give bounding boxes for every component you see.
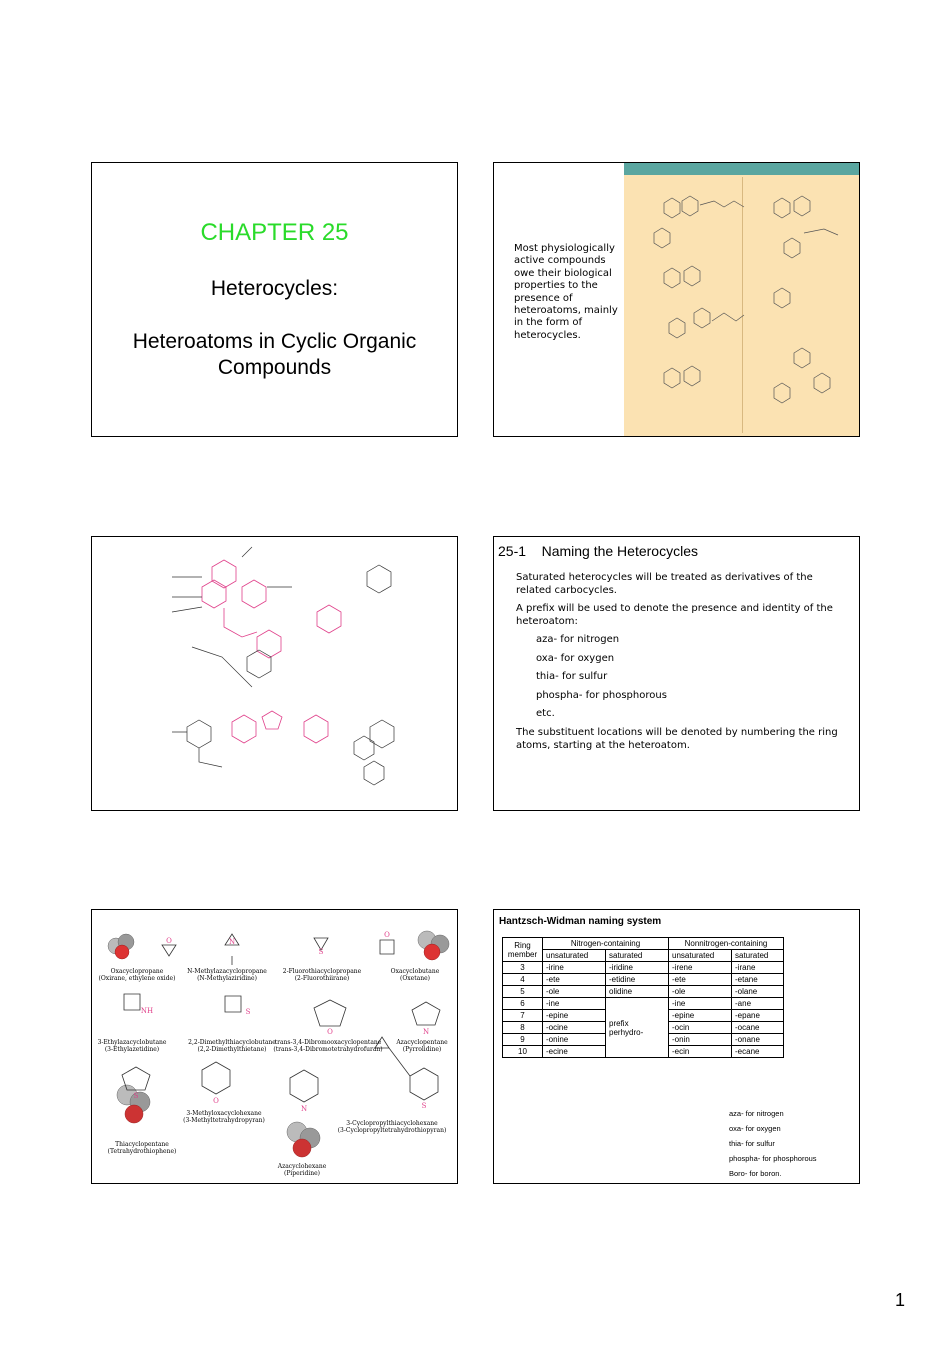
label-thiolane: Thiacyclopentane: [115, 1141, 169, 1148]
label-oxirane: Oxacyclopropane: [110, 968, 164, 975]
svg-text:(2-Fluorothiirane): (2-Fluorothiirane): [294, 975, 350, 982]
table-row: 4 -ete -etidine -ete -etane: [503, 974, 784, 986]
table-title: Hantzsch-Widman naming system: [499, 916, 662, 927]
svg-text:S: S: [318, 948, 324, 956]
svg-text:(2,2-Dimethylthietane): (2,2-Dimethylthietane): [197, 1046, 267, 1053]
chapter-subtitle-2: Heteroatoms in Cyclic Organic Compounds: [132, 330, 417, 379]
section-heading: 25-1 Naming the Heterocycles: [498, 543, 698, 559]
table-row: 6 -ine prefix perhydro- -ine -ane: [503, 998, 784, 1010]
label-piperidine: Azacyclohexane: [277, 1163, 327, 1170]
naming-table: Ring member Nitrogen-containing Nonnitrogen-containing unsaturated saturated unsaturated saturated 3 -irine -iridine -irene -irane 4 -ete -etidine -ete -etane 5 -ole olidine -ole -olane 6 -ine prefix perhydro- -ine -ane 7 -epine -epine -epane 8 -ocine -ocin -ocane 9 -onine -onin -onane 10 -ecine -ecin -ecane: [502, 937, 784, 1058]
slide-examples: [91, 909, 458, 1184]
naming-body: [516, 571, 851, 757]
svg-text:N: N: [228, 938, 236, 946]
paragraph: Saturated heterocycles will be treated as derivatives of the related carbocycles.: [516, 572, 813, 596]
svg-text:S: S: [421, 1102, 427, 1110]
drug-structures-figure: [624, 163, 860, 437]
svg-text:O: O: [384, 931, 390, 939]
label-aziridine: N-Methylazacyclopropane: [187, 968, 267, 975]
label-pyrrolidine: Azacyclopentane: [396, 1039, 448, 1046]
svg-text:(Pyrrolidine): (Pyrrolidine): [402, 1046, 442, 1053]
label-tetrahydropyran: 3-Methyloxacyclohexane: [186, 1110, 262, 1117]
molecule-model-thiolane: [117, 1085, 150, 1123]
svg-text:(Piperidine): (Piperidine): [284, 1170, 320, 1177]
svg-text:S: S: [245, 1008, 251, 1016]
svg-text:O: O: [213, 1097, 219, 1105]
table-row: 7 -epine -epine -epane: [503, 1010, 784, 1022]
svg-text:(Tetrahydrothiophene): (Tetrahydrothiophene): [107, 1148, 177, 1155]
list-item: aza- for nitrogen: [729, 1109, 784, 1118]
slide-drugs: [493, 162, 860, 437]
paragraph: The substituent locations will be denoted by numbering the ring atoms, starting at the heteroatom.: [516, 726, 838, 751]
heterocycle-examples-figure: [92, 910, 458, 1184]
list-item: thia- for sulfur: [729, 1139, 775, 1148]
svg-text:N: N: [422, 1028, 430, 1036]
list-item: etc.: [536, 708, 555, 719]
molecule-model-piperidine: [287, 1122, 320, 1157]
label-thiirane: 2-Fluorothiacyclopropane: [282, 968, 362, 975]
paragraph: A prefix will be used to denote the presence and identity of the heteroatom:: [516, 603, 833, 627]
header-nonnitrogen: Nonnitrogen-containing: [669, 938, 784, 950]
molecule-model-oxetane: [418, 931, 449, 960]
svg-text:(N-Methylaziridine): (N-Methylaziridine): [197, 975, 257, 982]
molecule-model-oxirane: [108, 934, 134, 959]
svg-text:S: S: [133, 1092, 139, 1100]
header-nitrogen: Nitrogen-containing: [543, 938, 669, 950]
table-row: 9 -onine -onin -onane: [503, 1034, 784, 1046]
table-row: 8 -ocine -ocin -ocane: [503, 1022, 784, 1034]
label-oxetane: Oxacyclobutane: [390, 968, 440, 975]
svg-text:(trans-3,4-Dibromotetrahydrofu: (trans-3,4-Dibromotetrahydrofuran): [273, 1046, 383, 1053]
list-item: phospha- for phosphorous: [536, 689, 667, 701]
list-item: aza- for nitrogen: [536, 634, 620, 645]
drug-structures-drawing: [624, 163, 860, 437]
list-item: thia- for sulfur: [536, 671, 608, 682]
slide-title: [91, 162, 458, 437]
svg-text:(Oxirane, ethylene oxide): (Oxirane, ethylene oxide): [98, 975, 176, 982]
chapter-title: CHAPTER 25: [200, 219, 349, 246]
biomolecule-structures-figure: [92, 537, 458, 811]
list-item: oxa- for oxygen: [536, 652, 615, 664]
label-thiopyran: 3-Cyclopropylthiacyclohexane: [346, 1120, 438, 1127]
list-item: phospha- for phosphorous: [729, 1154, 817, 1163]
list-item: oxa- for oxygen: [729, 1124, 781, 1133]
svg-text:NH: NH: [140, 1007, 154, 1015]
svg-text:(3-Methyltetrahydropyran): (3-Methyltetrahydropyran): [183, 1117, 265, 1124]
label-thietane: 2,2-Dimethylthiacyclobutane: [188, 1039, 276, 1046]
slide-biomolecules: [91, 536, 458, 811]
svg-text:O: O: [327, 1028, 333, 1036]
chapter-subtitle: Heterocycles:: [210, 277, 339, 300]
svg-text:(3-Ethylazetidine): (3-Ethylazetidine): [104, 1046, 160, 1053]
slide-naming: [493, 536, 860, 811]
svg-text:(3-Cyclopropyltetrahydrothiopy: (3-Cyclopropyltetrahydrothiopyran): [337, 1127, 447, 1134]
perhydro-cell: prefix perhydro-: [606, 998, 669, 1058]
list-item: Boro- for boron.: [729, 1169, 782, 1178]
prefix-list: [729, 1106, 817, 1181]
svg-text:O: O: [166, 937, 172, 945]
label-azetidine: 3-Ethylazacyclobutane: [97, 1039, 167, 1046]
svg-text:(Oxetane): (Oxetane): [400, 975, 430, 982]
header-ring: Ring member: [503, 938, 543, 962]
table-row: 5 -ole olidine -ole -olane: [503, 986, 784, 998]
slide-hantzsch-widman: [493, 909, 860, 1184]
page-number: 1: [895, 1290, 906, 1310]
svg-text:N: N: [300, 1105, 308, 1113]
table-row: 10 -ecine -ecin -ecane: [503, 1046, 784, 1058]
table-row: 3 -irine -iridine -irene -irane: [503, 962, 784, 974]
intro-text: Most physiologically active compounds owe their biological properties to the presence of heteroatoms, mainly in the form of heterocycles.: [514, 243, 618, 341]
label-tetrahydrofuran: trans-3,4-Dibromooxacyclopentane: [274, 1039, 382, 1046]
